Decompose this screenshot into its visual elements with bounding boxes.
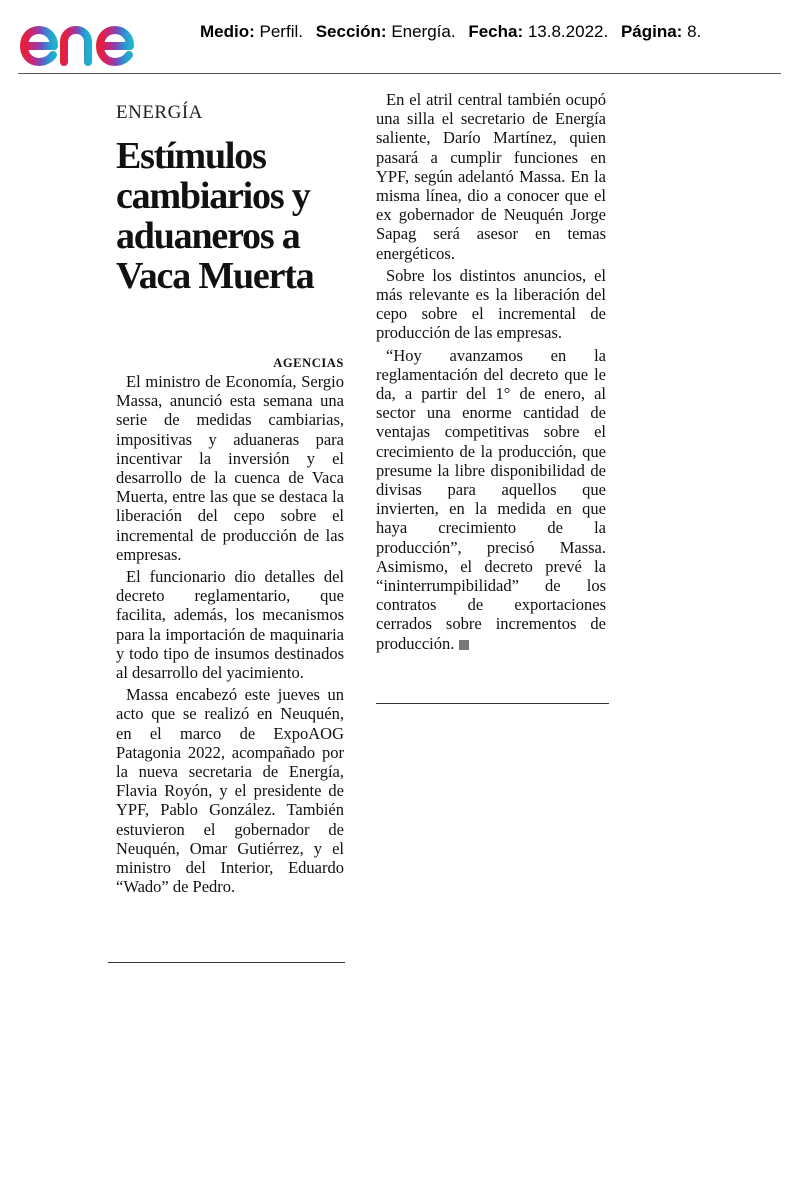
pagina-label: Página: bbox=[620, 22, 683, 41]
article-headline: Estímulos cambiarios y aduaneros a Vaca Muerta bbox=[116, 135, 314, 297]
pagina-value: 8. bbox=[687, 22, 702, 41]
article-paragraph: El funcionario dio detalles del decreto reglamentario, que facilita, además, los mecanismos para la importación de maquinaria y todo tipo de insumos destinados al desarrollo del yacimiento. bbox=[116, 567, 344, 683]
seccion-value: Energía. bbox=[391, 22, 456, 41]
medio-value: Perfil. bbox=[259, 22, 303, 41]
enel-logo-graphic bbox=[18, 12, 168, 68]
seccion-label: Sección: bbox=[315, 22, 387, 41]
article-byline: AGENCIAS bbox=[273, 356, 344, 370]
header-divider bbox=[18, 73, 781, 74]
medio-label: Medio: bbox=[200, 22, 255, 41]
end-of-article-mark bbox=[459, 640, 469, 650]
article-paragraph: Massa encabezó este jueves un acto que se realizó en Neuquén, en el marco de ExpoAOG Patagonia 2022, acompañado por la nueva secretaria de Energía, Flavia Royón, y el presidente de YPF, Pablo González. También estuvieron el gobernador de Neuquén, Omar Gutiérrez, y el ministro del Interior, Eduardo “Wado” de Pedro. bbox=[116, 685, 344, 897]
article-paragraph: El ministro de Economía, Sergio Massa, anunció esta semana una serie de medidas cambiarias, impositivas y aduaneras para incentivar la inversión y el desarrollo de la cuenca de Vaca Muerta, entre las que se destaca la liberación del cepo sobre el incremental de producción de las empresas. bbox=[116, 372, 344, 564]
column-end-divider bbox=[376, 703, 609, 704]
fecha-label: Fecha: bbox=[468, 22, 524, 41]
column-end-divider bbox=[108, 962, 345, 963]
article-section: ENERGÍA bbox=[116, 102, 203, 123]
clipping-metadata bbox=[200, 22, 701, 42]
article-paragraph: En el atril central también ocupó una silla el secretario de Energía saliente, Darío Martínez, quien pasará a cumplir funciones en YPF, según adelantó Massa. En la misma línea, dio a conocer que el ex gobernador de Neuquén Jorge Sapag será asesor en temas energéticos. bbox=[376, 90, 606, 263]
article-column-left bbox=[116, 372, 344, 896]
enel-logo bbox=[18, 12, 168, 68]
article-paragraph-final bbox=[376, 346, 606, 653]
article-column-right bbox=[376, 90, 606, 653]
article-paragraph-text: “Hoy avanzamos en la reglamentación del decreto que le da, a partir del 1° de enero, al sector una enorme cantidad de ventajas competitivas sobre el crecimiento de la producción, que presume la libre disponibilidad de divisas para aquellos que invierten, en la medida en que haya crecimiento de la producción”, precisó Massa. Asimismo, el decreto prevé la “ininterrumpibilidad” de los contratos de exportaciones cerrados sobre incrementos de producción. bbox=[376, 345, 606, 653]
fecha-value: 13.8.2022. bbox=[527, 22, 609, 41]
article-paragraph: Sobre los distintos anuncios, el más relevante es la liberación del cepo sobre el incremental de producción de las empresas. bbox=[376, 265, 606, 343]
